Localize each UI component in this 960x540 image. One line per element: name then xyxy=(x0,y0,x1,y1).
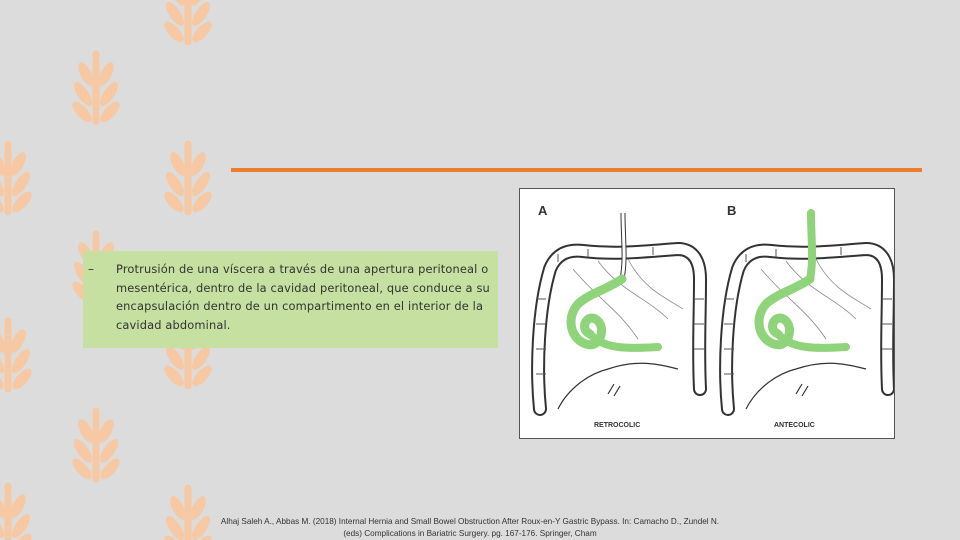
leaf-icon xyxy=(0,486,35,540)
leaf-icon xyxy=(69,54,123,125)
panel-a-letter: A xyxy=(538,203,548,218)
leaf-icon xyxy=(161,144,215,215)
leaf-icon xyxy=(0,321,35,392)
hernia-illustration xyxy=(519,188,895,439)
citation-line-2: (eds) Complications in Bariatric Surgery. pg. 167-176. Springer, Cham xyxy=(343,529,597,538)
panel-a-label: RETROCOLIC xyxy=(594,422,641,429)
definition-box xyxy=(83,251,498,348)
citation-line-1: Alhaj Saleh A., Abbas M. (2018) Internal Hernia and Small Bowel Obstruction After Roux-en-Y Gastric Bypass. In: Camacho D., Zundel N. xyxy=(220,517,720,526)
panel-b-label: ANTECOLIC xyxy=(774,422,815,429)
leaf-icon xyxy=(161,0,215,45)
panel-b-letter: B xyxy=(727,203,737,218)
bullet-dash: – xyxy=(88,262,94,276)
citation xyxy=(175,516,765,540)
title-divider xyxy=(231,168,922,172)
panel-a-drawing xyxy=(536,213,704,409)
leaf-icon xyxy=(69,411,123,482)
leaf-icon xyxy=(0,144,35,215)
definition-text: Protrusión de una víscera a través de una apertura peritoneal o mesentérica, dentro de la cavidad peritoneal, que conduce a su encapsulación dentro de un compartimento en el interior de la cavidad abdominal. xyxy=(116,262,490,332)
panel-b-drawing xyxy=(724,213,892,409)
